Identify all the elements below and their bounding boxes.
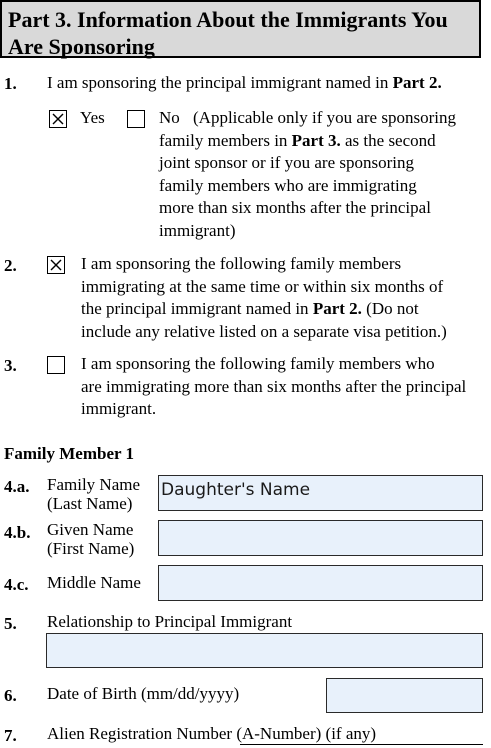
q1-yes-checkbox[interactable] <box>49 110 67 128</box>
q3-number: 3. <box>4 356 17 375</box>
relationship-input[interactable] <box>46 633 483 668</box>
field-4b-label-2: (First Name) <box>47 539 135 558</box>
q1-text <box>47 72 442 95</box>
q1-text-pre: I am sponsoring the principal immigrant named in <box>47 73 393 92</box>
q1-no-note-3: joint sponsor or if you are sponsoring <box>159 153 414 172</box>
a-number-input-edge[interactable] <box>240 744 483 748</box>
section-header-line2: Are Sponsoring <box>8 34 155 59</box>
field-4a-label-2: (Last Name) <box>47 494 133 513</box>
checkmark-x-icon <box>50 111 66 127</box>
field-5-number: 5. <box>4 614 17 633</box>
q1-no-note-2a: family members in <box>159 131 292 150</box>
field-4a-label-1: Family Name <box>47 475 141 494</box>
q2-line-3 <box>81 298 419 321</box>
q3-checkbox[interactable] <box>47 356 65 374</box>
q2-line-4: include any relative listed on a separate visa petition.) <box>81 322 447 341</box>
q1-number: 1. <box>4 74 17 93</box>
field-4c-number: 4.c. <box>4 575 29 594</box>
field-4b-number: 4.b. <box>4 523 31 542</box>
q2-number: 2. <box>4 256 17 275</box>
checkmark-x-icon <box>48 257 64 273</box>
field-7-label: Alien Registration Number (A-Number) (if any) <box>47 724 377 743</box>
q2-line-3a: the principal immigrant named in <box>81 299 313 318</box>
given-name-input[interactable] <box>158 520 483 556</box>
q2-line-1: I am sponsoring the following family members <box>81 254 402 273</box>
field-4c-label: Middle Name <box>47 573 141 592</box>
q3-line-2: are immigrating more than six months after the principal <box>81 377 467 396</box>
field-7-number: 7. <box>4 726 17 745</box>
q2-checkbox[interactable] <box>47 256 65 274</box>
field-6-label: Date of Birth (mm/dd/yyyy) <box>47 684 240 703</box>
q1-no-checkbox[interactable] <box>127 110 145 128</box>
q1-no-note-4: family members who are immigrating <box>159 176 417 195</box>
middle-name-input[interactable] <box>158 565 483 601</box>
q1-no-note-1: (Applicable only if you are sponsoring <box>193 108 456 127</box>
q1-no-label: No <box>159 108 180 127</box>
q2-line-3c: (Do not <box>361 299 419 318</box>
q2-line-3b: Part 2. <box>312 299 362 318</box>
q3-line-3: immigrant. <box>81 399 157 418</box>
date-of-birth-input[interactable] <box>326 678 483 713</box>
q1-no-note-6: immigrant) <box>159 221 236 240</box>
section-header <box>0 0 481 58</box>
field-4b-label <box>47 520 134 558</box>
family-name-input[interactable]: Daughter's Name <box>158 475 483 511</box>
q1-text-bold: Part 2. <box>392 73 442 92</box>
q1-no-note-2 <box>159 130 436 153</box>
q3-line-1: I am sponsoring the following family members who <box>81 354 435 373</box>
field-4a-label <box>47 475 140 513</box>
q1-no-note-2b: Part 3. <box>291 131 341 150</box>
field-4b-label-1: Given Name <box>47 520 134 539</box>
field-6-number: 6. <box>4 686 17 705</box>
q2-line-2: immigrating at the same time or within six months of <box>81 277 444 296</box>
family-member-title: Family Member 1 <box>4 444 134 463</box>
section-header-line1: Part 3. Information About the Immigrants You <box>8 7 448 32</box>
q1-no-note-2c: as the second <box>340 131 436 150</box>
field-5-label: Relationship to Principal Immigrant <box>47 612 293 631</box>
field-4a-number: 4.a. <box>4 477 30 496</box>
q1-yes-label: Yes <box>80 108 105 127</box>
q1-no-note-5: more than six months after the principal <box>159 198 431 217</box>
